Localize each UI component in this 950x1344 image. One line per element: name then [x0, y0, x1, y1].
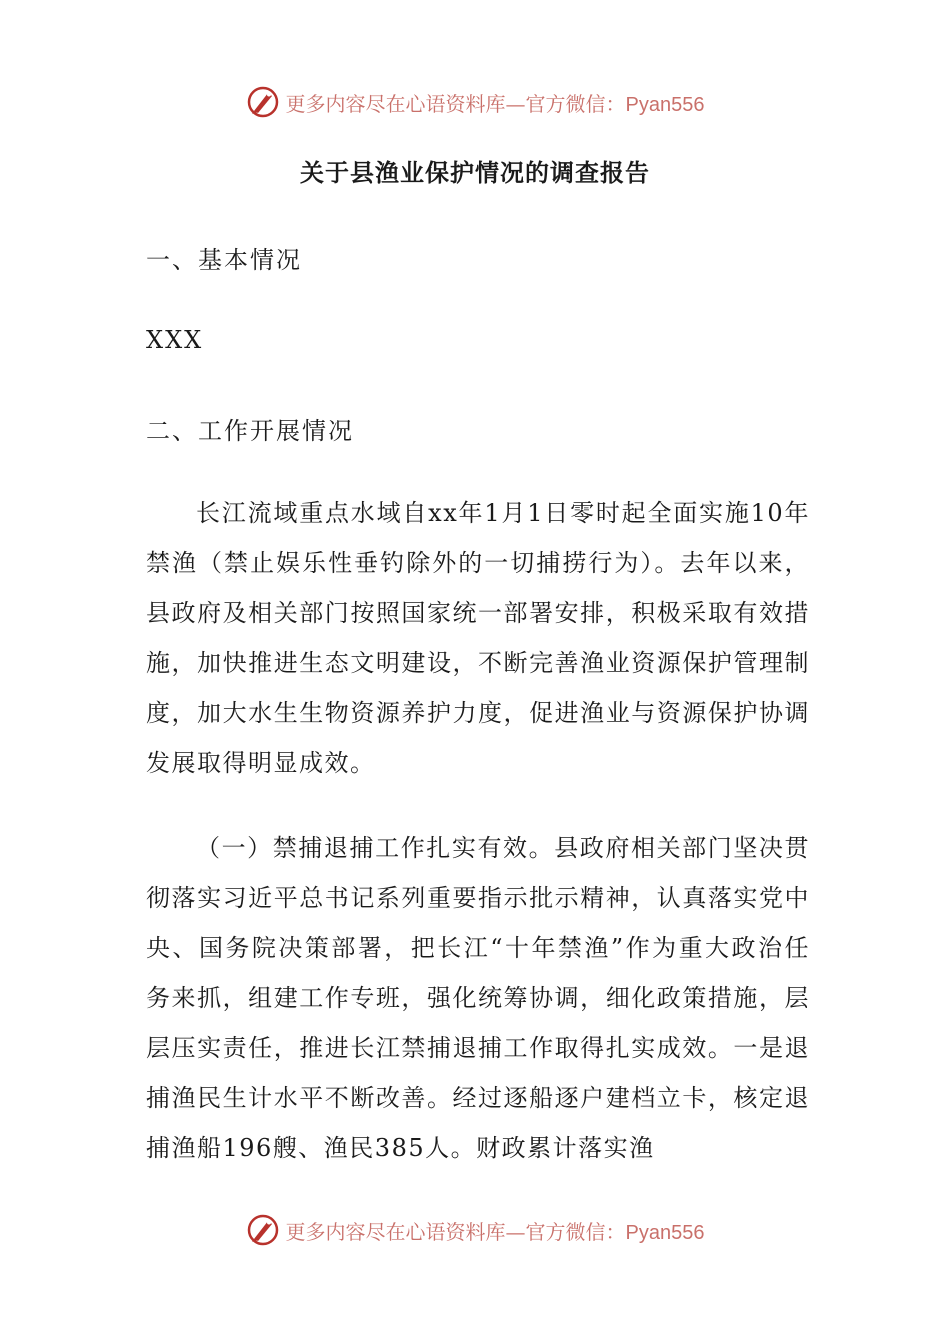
- watermark-text-cn: 更多内容尽在心语资料库—官方微信：: [285, 91, 626, 116]
- watermark-banner-bottom: [0, 1210, 950, 1250]
- section-heading-basic: 一、基本情况: [146, 246, 302, 274]
- watermark-text: [286, 88, 705, 117]
- watermark-text: [286, 1216, 705, 1245]
- watermark-wechat-id: Pyan556: [625, 93, 705, 116]
- section-heading-work: 二、工作开展情况: [146, 417, 354, 445]
- watermark-wechat-id: Pyan556: [625, 1221, 705, 1244]
- watermark-banner-top: [0, 82, 950, 122]
- watermark-text-cn: 更多内容尽在心语资料库—官方微信：: [285, 1219, 626, 1244]
- pen-logo-icon: [246, 1213, 280, 1247]
- section-body-placeholder: XXX: [146, 326, 204, 354]
- pen-logo-icon: [246, 85, 280, 119]
- paragraph-fishing-ban: （一）禁捕退捕工作扎实有效。县政府相关部门坚决贯彻落实习近平总书记系列重要指示批示精神，认真落实党中央、国务院决策部署，把长江“十年禁渔”作为重大政治任务来抓，组建工作专班，强化统筹协调，细化政策措施，层层压实责任，推进长江禁捕退捕工作取得扎实成效。一是退捕渔民生计水平不断改善。经过逐船逐户建档立卡，核定退捕渔船196艘、渔民385人。财政累计落实渔: [146, 834, 810, 1162]
- paragraph-intro: 长江流域重点水域自xx年1月1日零时起全面实施10年禁渔（禁止娱乐性垂钓除外的一切捕捞行为）。去年以来，县政府及相关部门按照国家统一部署安排，积极采取有效措施，加快推进生态文明建设，不断完善渔业资源保护管理制度，加大水生生物资源养护力度，促进渔业与资源保护协调发展取得明显成效。: [146, 499, 810, 777]
- document-title: 关于县渔业保护情况的调查报告: [300, 159, 650, 187]
